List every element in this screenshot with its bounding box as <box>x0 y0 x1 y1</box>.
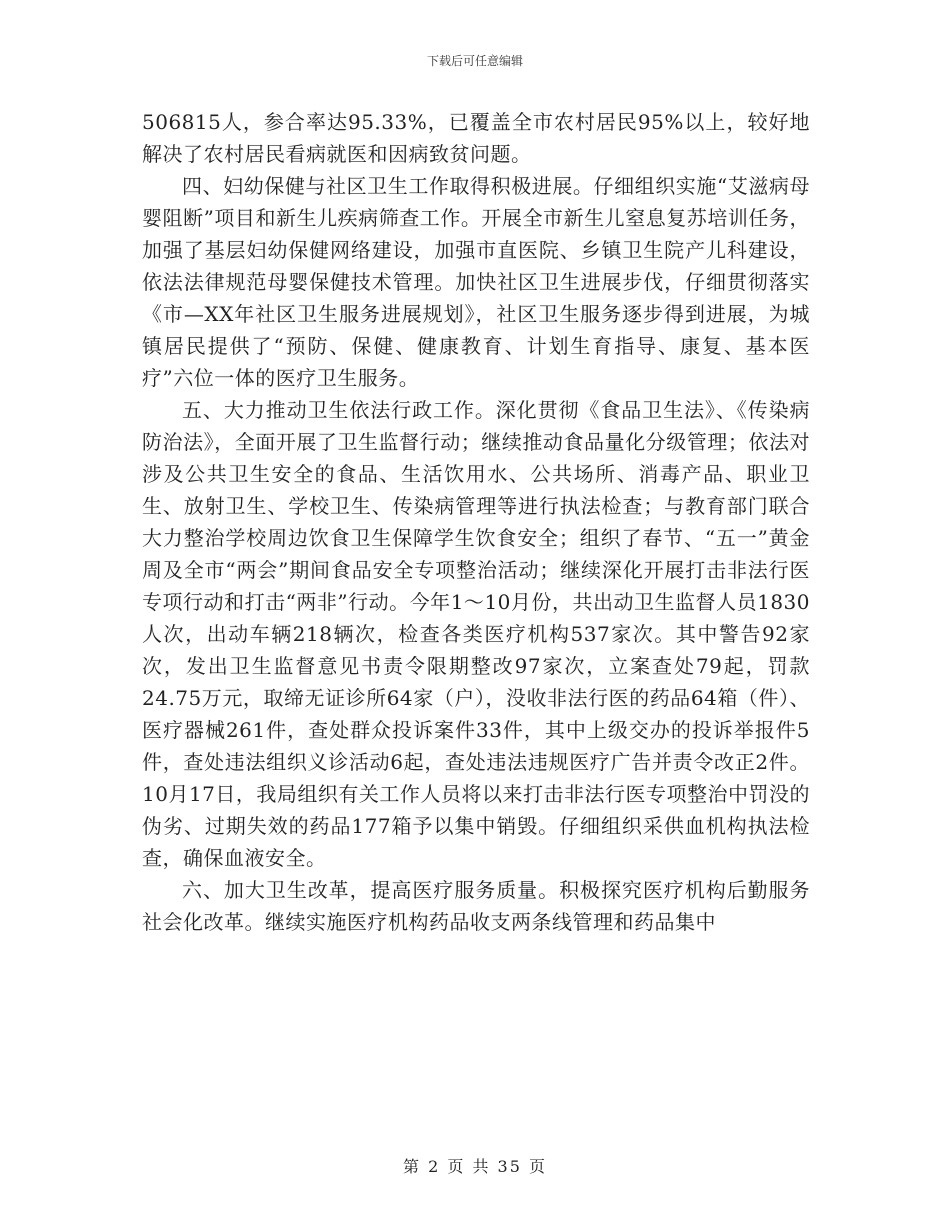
paragraph-continuation: 506815人，参合率达95.33%，已覆盖全市农村居民95%以上，较好地解决了农村居民看病就医和因病致贫问题。 <box>142 110 810 166</box>
paragraph-section-five: 五、大力推动卫生依法行政工作。深化贯彻《食品卫生法》、《传染病防治法》，全面开展了卫生监督行动；继续推动食品量化分级管理；依法对涉及公共卫生安全的食品、生活饮用水、公共场所、消毒产品、职业卫生、放射卫生、学校卫生、传染病管理等进行执法检查；与教育部门联合大力整治学校周边饮食卫生保障学生饮食安全；组织了春节、“五一”黄金周及全市“两会”期间食品安全专项整治活动；继续深化开展打击非法行医专项行动和打击“两非”行动。今年1～10月份，共出动卫生监督人员1830人次，出动车辆218辆次，检查各类医疗机构537家次。其中警告92家次，发出卫生监督意见书责令限期整改97家次，立案查处79起，罚款24.75万元，取缔无证诊所64家（户），没收非法行医的药品64箱（件）、医疗器械261件，查处群众投诉案件33件，其中上级交办的投诉举报件5件，查处违法组织义诊活动6起，查处违法违规医疗广告并责令改正2件。10月17日，我局组织有关工作人员将以来打击非法行医专项整治中罚没的伪劣、过期失效的药品177箱予以集中销毁。仔细组织采供血机构执法检查，确保血液安全。 <box>142 398 810 870</box>
paragraph-section-six: 六、加大卫生改革，提高医疗服务质量。积极探究医疗机构后勤服务社会化改革。继续实施医疗机构药品收支两条线管理和药品集中 <box>142 878 810 934</box>
document-body <box>142 106 810 938</box>
page-header: 下载后可任意编辑 <box>426 54 523 68</box>
page-footer: 第 2 页 共 35 页 <box>403 1157 547 1176</box>
paragraph-section-four: 四、妇幼保健与社区卫生工作取得积极进展。仔细组织实施“艾滋病母婴阻断”项目和新生儿疾病筛查工作。开展全市新生儿窒息复苏培训任务，加强了基层妇幼保健网络建设，加强市直医院、乡镇卫生院产儿科建设，依法法律规范母婴保健技术管理。加快社区卫生进展步伐，仔细贯彻落实《市—XX年社区卫生服务进展规划》，社区卫生服务逐步得到进展，为城镇居民提供了“预防、保健、健康教育、计划生育指导、康复、基本医疗”六位一体的医疗卫生服务。 <box>142 174 810 390</box>
